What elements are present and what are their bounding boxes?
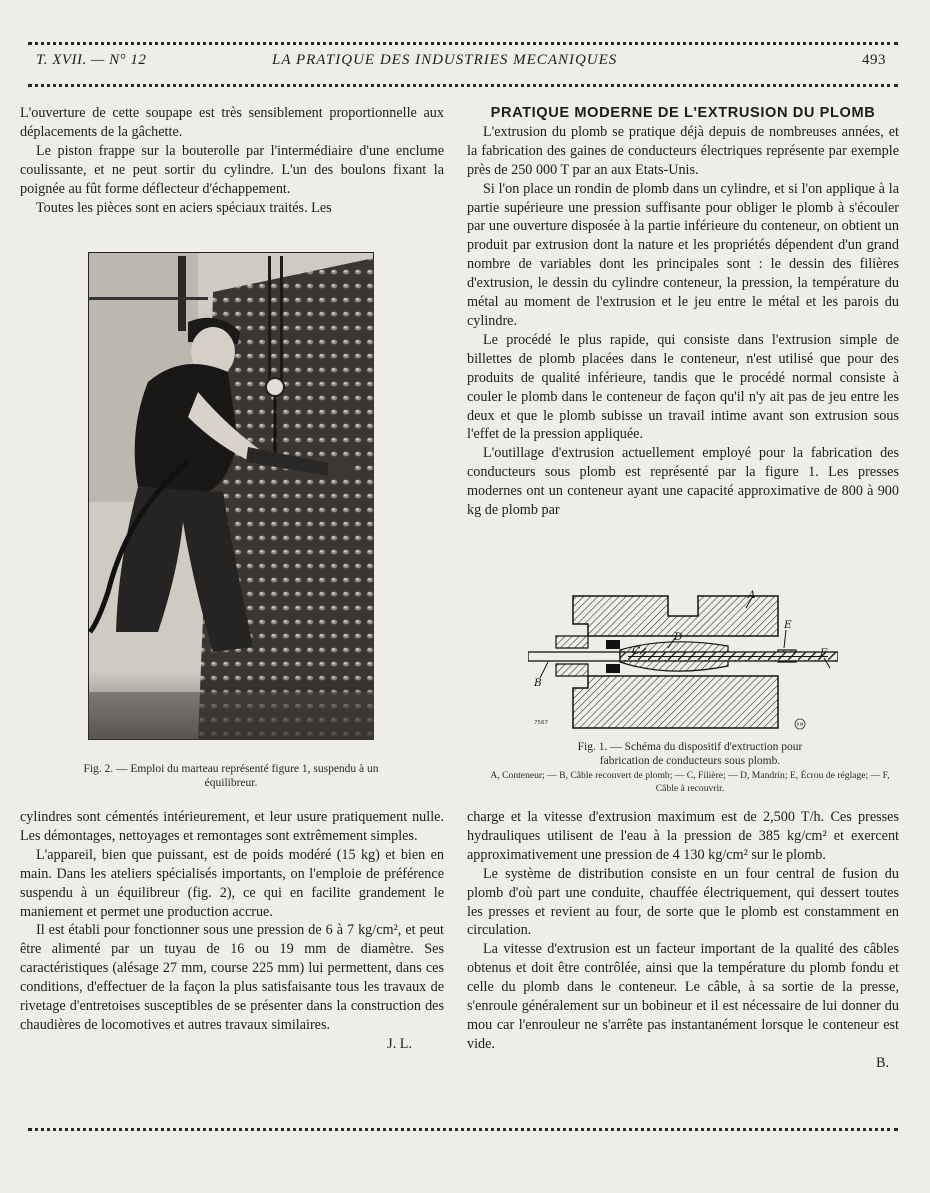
- paragraph: charge et la vitesse d'extrusion maximum est de 2,500 T/h. Ces presses hydrauliques utilisent de l'eau à la pression de 385 kg/cm² et exercent approximativement une pression de 4 130 kg/cm² sur le plomb.: [467, 809, 899, 863]
- article-title: PRATIQUE MODERNE DE L'EXTRUSION DU PLOMB: [490, 105, 876, 121]
- figure-1-caption-legend: A, Conteneur; — B, Câble recouvert de plomb; — C, Filière; — D, Mandrin; E, Écrou de réglage; — F, Câble à recouvrir.: [490, 770, 890, 794]
- paragraph: Si l'on place un rondin de plomb dans un cylindre, et si l'on applique à la partie supérieure une pression suffisante pour obliger le plomb à s'écouler par une ouverture disposée à la partie inférieure du conteneur, on obtient un produit par extrusion dont la nature et les propriétés dépendent d'un grand nombre de variables dont les principales sont : le dessin des filières d'extrusion, le dessin du cylindre conteneur, la pression, la température du métal au moment de l'extrusion et le jeu entre le métal et les parois du cylindre.: [467, 180, 899, 329]
- left-column-bottom: [20, 808, 444, 1054]
- page-number: 493: [862, 52, 886, 68]
- running-header: [36, 52, 896, 76]
- label-a: A: [748, 589, 756, 601]
- paragraph: L'outillage d'extrusion actuellement employé pour la fabrication des conducteurs sous plomb est représenté par la figure 1. Les presses modernes ont un conteneur ayant une capacité approximative de 800 à 900 kg de plomb par: [467, 445, 899, 519]
- paragraph: cylindres sont cémentés intérieurement, et leur usure pratiquement nulle. Les démontages, nettoyages et remontages sont extrêmement simples.: [20, 809, 444, 844]
- label-e: E: [784, 619, 792, 631]
- journal-title: LA PRATIQUE DES INDUSTRIES MECANIQUES: [272, 52, 618, 68]
- right-column-bottom: [467, 808, 899, 1073]
- label-f: F: [820, 647, 828, 659]
- signature-b: B.: [875, 1054, 889, 1071]
- header-top-rule: [28, 42, 898, 48]
- label-d: D: [674, 631, 683, 643]
- left-column-top: [20, 104, 444, 217]
- right-column-top: [467, 104, 899, 520]
- footer-rule: [28, 1128, 898, 1134]
- figure-1-caption-title: Fig. 1. — Schéma du dispositif d'extruction pour fabrication de conducteurs sous plomb.: [577, 741, 803, 767]
- paragraph: Toutes les pièces sont en aciers spéciaux traités. Les: [36, 199, 332, 216]
- figure-1-caption: [480, 740, 900, 795]
- volume-number: T. XVII. — N° 12: [36, 52, 147, 68]
- paragraph: L'ouverture de cette soupape est très sensiblement proportionnelle aux déplacements de la gâchette.: [20, 105, 444, 140]
- figure-2-photo: [88, 252, 374, 740]
- paragraph: Le système de distribution consiste en un four central de fusion du plomb d'où part une conduite, chauffée électriquement, qui dessert toutes les presses et revient au four, de sorte que le plomb est constamment en circulation.: [467, 865, 899, 939]
- paragraph: La vitesse d'extrusion est un facteur important de la qualité des câbles obtenus et doit être contrôlée, ainsi que la température du plomb fondu et celle du plomb dans le conteneur. Le câble, à sa sortie de la presse, s'enroule généralement sur un bobineur et il est nécessaire de lui donner du mou car l'enrouleur ne s'arrête pas instantanément lorsque le conteneur est vide.: [467, 941, 899, 1052]
- paragraph: L'appareil, bien que puissant, est de poids modéré (15 kg) et bien en main. Dans les ateliers spécialisés importants, on l'emploie de préférence suspendu à un équilibreur (fig. 2), ce qui en facilite grandement le maniement et permet une production accrue.: [20, 846, 444, 920]
- paragraph: L'extrusion du plomb se pratique déjà depuis de nombreuses années, et la fabrication des gaines de conducteurs électriques représente par exemple près de 250 000 T par an aux Etats-Unis.: [467, 123, 899, 178]
- label-c: C: [632, 645, 641, 657]
- figure-2-caption: Fig. 2. — Emploi du marteau représenté figure 1, suspendu à un équilibreur.: [83, 763, 379, 789]
- paragraph: Il est établi pour fonctionner sous une pression de 6 à 7 kg/cm², et peut être alimenté par un tuyau de 16 ou 19 mm de diamètre. Ses caractéristiques (alésage 27 mm, course 225 mm) lui permettent, dans ces conditions, d'effectuer de la façon la plus satisfaisante tous les travaux de rivetage d'entretoises susceptibles de se présenter dans la construction des chaudières de locomotives et autres travaux similaires.: [20, 922, 444, 1033]
- paragraph: Le procédé le plus rapide, qui consiste dans l'extrusion simple de billettes de plomb placées dans le conteneur, n'est utilisé que pour des produits de qualité inférieure, tandis que le procédé normal consiste à couler le plomb dans le conteneur de façon qu'il n'y ait pas de jeu entre les deux et que le plomb subisse un travail intime avant son extrusion sous l'effet de la pression appliquée.: [467, 331, 899, 443]
- label-b: B: [534, 677, 542, 689]
- header-bottom-rule: [28, 84, 898, 90]
- publisher-mark: P.M: [796, 722, 804, 727]
- figure-number-mark: 7567: [534, 720, 548, 726]
- figure-1-schematic: [528, 588, 838, 734]
- signature-jl: J. L.: [387, 1035, 412, 1052]
- paragraph: Le piston frappe sur la bouterolle par l'intermédiaire d'une enclume coulissante, et ne peut sortir du cylindre. L'un des boulons fixant la poignée au fût forme déflecteur d'échappement.: [20, 142, 444, 197]
